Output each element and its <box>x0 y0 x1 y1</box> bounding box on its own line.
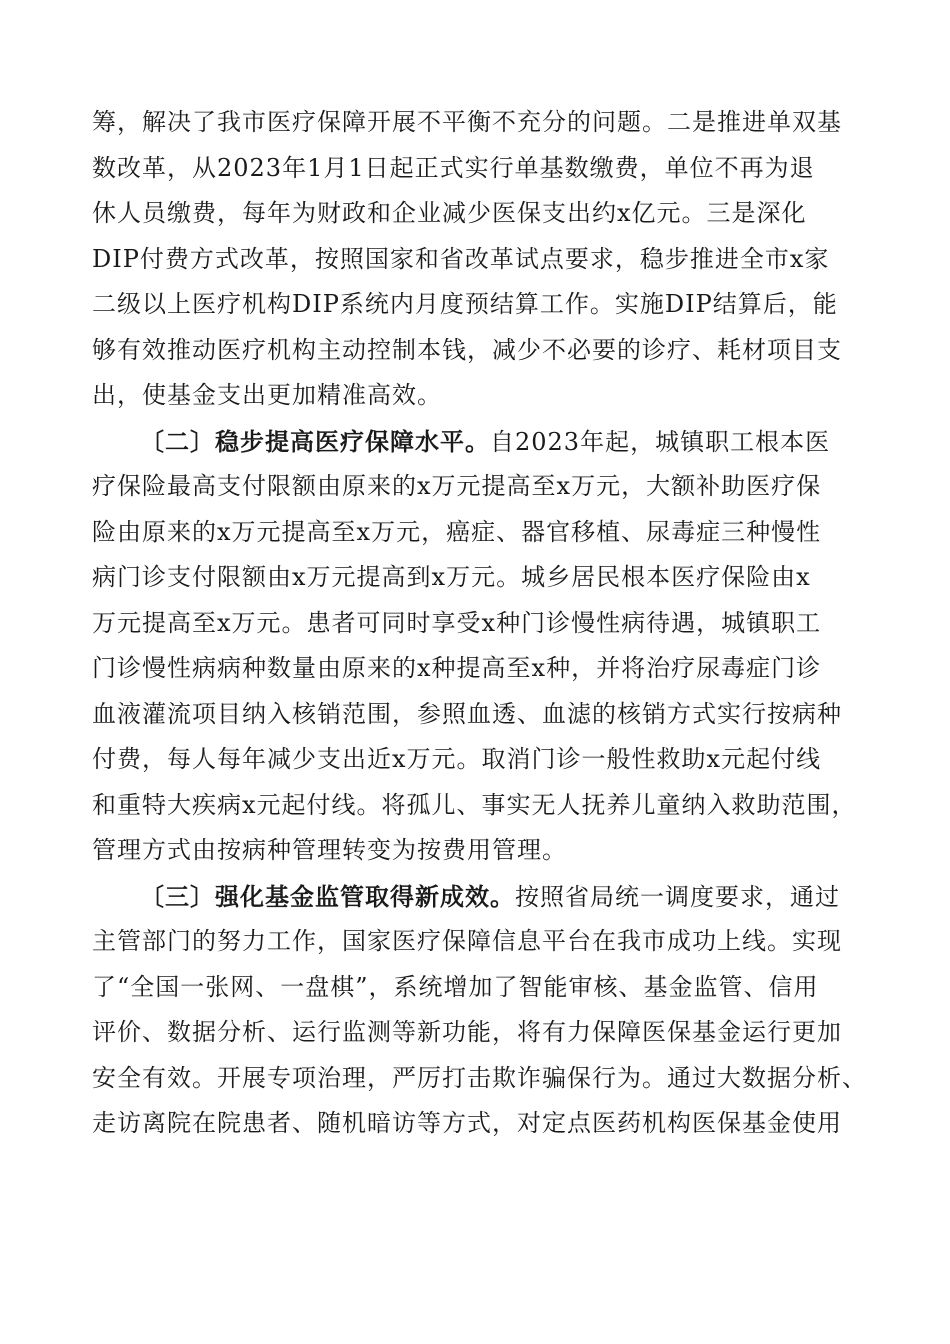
text-line: 评价、数据分析、运行监测等新功能，将有力保障医保基金运行更加 <box>92 1018 842 1046</box>
text-line: DIP付费方式改革，按照国家和省改革试点要求，稳步推进全市x家 <box>92 244 830 273</box>
text-line: 和重特大疾病x元起付线。将孤儿、事实无人抚养儿童纳入救助范围， <box>92 790 857 819</box>
text-line: 主管部门的努力工作，国家医疗保障信息平台在我市成功上线。实现 <box>92 927 842 955</box>
text-line: 付费，每人每年减少支出近x万元。取消门诊一般性救助x元起付线 <box>92 745 822 773</box>
section-heading-line <box>92 874 862 920</box>
text-line: 了“全国一张网、一盘棋”，系统增加了智能审核、基金监管、信用 <box>92 972 819 1001</box>
document-body <box>92 100 867 1147</box>
text-line: 病门诊支付限额由x万元提高到x万元。城乡居民根本医疗保险由x <box>92 563 811 591</box>
section-heading: 〔三〕强化基金监管取得新成效。 <box>140 881 515 911</box>
text-line: 管理方式由按病种管理转变为按费用管理。 <box>92 836 567 864</box>
text-line: 出，使基金支出更加精准高效。 <box>92 381 442 409</box>
text-line: 二级以上医疗机构DIP系统内月度预结算工作。实施DIP结算后，能 <box>92 290 838 318</box>
text-line: 血液灌流项目纳入核销范围，参照血透、血滤的核销方式实行按病种 <box>92 699 842 728</box>
text-line: 万元提高至x万元。患者可同时享受x种门诊慢性病待遇，城镇职工 <box>92 608 822 637</box>
text-segment: 按照省局统一调度要求，通过 <box>515 882 840 911</box>
section-heading: 〔二〕稳步提高医疗保障水平。 <box>140 426 490 456</box>
section-heading-line <box>92 419 862 465</box>
text-line: 休人员缴费，每年为财政和企业减少医保支出约x亿元。三是深化 <box>92 199 807 227</box>
text-line: 险由原来的x万元提高至x万元，癌症、器官移植、尿毒症三种慢性 <box>92 517 822 546</box>
text-line: 走访离院在院患者、随机暗访等方式，对定点医药机构医保基金使用 <box>92 1109 842 1137</box>
text-line: 筹，解决了我市医疗保障开展不平衡不充分的问题。二是推进单双基 <box>92 108 842 136</box>
text-line: 数改革，从2023年1月1日起正式实行单基数缴费，单位不再为退 <box>92 153 815 182</box>
text-line: 够有效推动医疗机构主动控制本钱，减少不必要的诊疗、耗材项目支 <box>92 335 842 364</box>
text-segment: 自2023年起，城镇职工根本医 <box>490 427 831 456</box>
text-line: 安全有效。开展专项治理，严厉打击欺诈骗保行为。通过大数据分析、 <box>92 1063 867 1092</box>
text-line: 疗保险最高支付限额由原来的x万元提高至x万元，大额补助医疗保 <box>92 472 822 500</box>
text-line: 门诊慢性病病种数量由原来的x种提高至x种，并将治疗尿毒症门诊 <box>92 654 822 682</box>
